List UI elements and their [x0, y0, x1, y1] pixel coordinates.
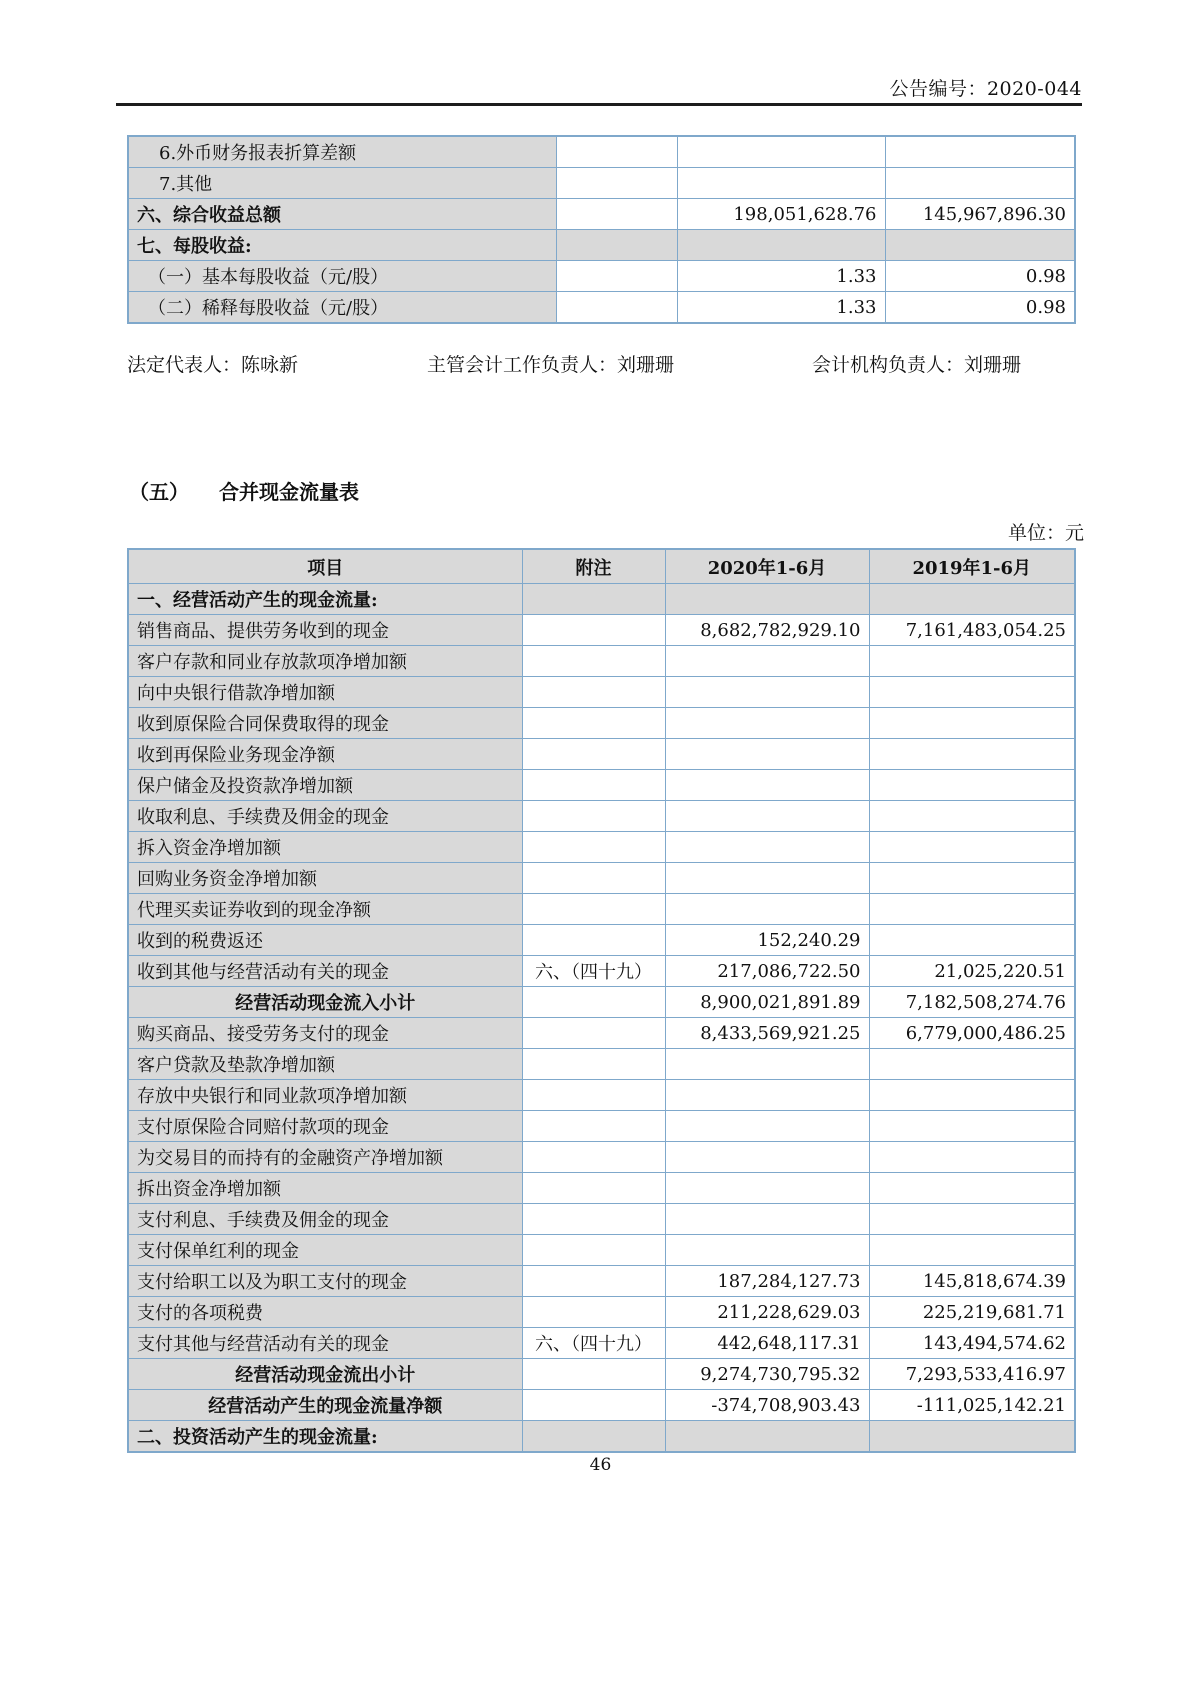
value-2019-cell — [869, 894, 1075, 925]
value-2019-cell — [869, 739, 1075, 770]
value-2020-cell: 1.33 — [677, 261, 885, 292]
value-2019-cell: 6,779,000,486.25 — [869, 1018, 1075, 1049]
note-cell — [522, 584, 665, 615]
table-row — [128, 261, 1075, 292]
cashflow-table — [127, 548, 1076, 1453]
value-2020-cell — [665, 677, 869, 708]
value-2019-cell — [869, 1235, 1075, 1266]
value-2019-cell — [869, 1049, 1075, 1080]
note-cell — [522, 1204, 665, 1235]
announcement-number: 公告编号：2020-044 — [889, 78, 1082, 100]
income-statement-table — [127, 135, 1076, 324]
note-cell — [522, 646, 665, 677]
col-header-2019: 2019年1-6月 — [869, 549, 1075, 584]
value-2020-cell: 211,228,629.03 — [665, 1297, 869, 1328]
item-label-cell: 支付其他与经营活动有关的现金 — [128, 1328, 522, 1359]
item-label-cell: 6.外币财务报表折算差额 — [128, 136, 556, 168]
table-row — [128, 1111, 1075, 1142]
value-2020-cell — [665, 770, 869, 801]
value-2020-cell — [677, 230, 885, 261]
table-row — [128, 801, 1075, 832]
value-2019-cell — [869, 1173, 1075, 1204]
table-row — [128, 1080, 1075, 1111]
table-row — [128, 1421, 1075, 1453]
value-2019-cell — [869, 708, 1075, 739]
table-row — [128, 677, 1075, 708]
table-row — [128, 1359, 1075, 1390]
item-label-cell: 收取利息、手续费及佣金的现金 — [128, 801, 522, 832]
value-2019-cell: 225,219,681.71 — [869, 1297, 1075, 1328]
table-row — [128, 230, 1075, 261]
item-label-cell: （二）稀释每股收益（元/股） — [128, 292, 556, 324]
value-2020-cell — [665, 1049, 869, 1080]
table-row — [128, 925, 1075, 956]
value-2020-cell: 8,433,569,921.25 — [665, 1018, 869, 1049]
note-cell — [556, 168, 677, 199]
value-2020-cell: 152,240.29 — [665, 925, 869, 956]
value-2019-cell: 145,818,674.39 — [869, 1266, 1075, 1297]
unit-label: 单位：元 — [1007, 522, 1084, 544]
value-2020-cell — [677, 168, 885, 199]
value-2019-cell: 0.98 — [885, 292, 1075, 324]
table-row — [128, 863, 1075, 894]
value-2019-cell: -111,025,142.21 — [869, 1390, 1075, 1421]
value-2020-cell — [677, 136, 885, 168]
item-label-cell: 客户贷款及垫款净增加额 — [128, 1049, 522, 1080]
value-2020-cell — [665, 1111, 869, 1142]
value-2019-cell: 145,967,896.30 — [885, 199, 1075, 230]
item-label-cell: 回购业务资金净增加额 — [128, 863, 522, 894]
value-2019-cell — [869, 646, 1075, 677]
table-row — [128, 1173, 1075, 1204]
table-row — [128, 584, 1075, 615]
value-2020-cell — [665, 801, 869, 832]
item-label-cell: 拆入资金净增加额 — [128, 832, 522, 863]
value-2019-cell: 0.98 — [885, 261, 1075, 292]
value-2020-cell: -374,708,903.43 — [665, 1390, 869, 1421]
item-label-cell: 收到再保险业务现金净额 — [128, 739, 522, 770]
signatories-row — [127, 350, 1074, 378]
note-cell — [522, 1390, 665, 1421]
table-row — [128, 987, 1075, 1018]
value-2019-cell — [869, 832, 1075, 863]
value-2019-cell — [869, 1080, 1075, 1111]
table-row — [128, 615, 1075, 646]
table-row — [128, 708, 1075, 739]
note-cell — [556, 292, 677, 324]
table-row — [128, 136, 1075, 168]
item-label-cell: 拆出资金净增加额 — [128, 1173, 522, 1204]
table-row — [128, 168, 1075, 199]
note-cell: 六、（四十九） — [522, 1328, 665, 1359]
table-row — [128, 199, 1075, 230]
value-2019-cell — [869, 1142, 1075, 1173]
table-row — [128, 292, 1075, 324]
item-label-cell: 收到的税费返还 — [128, 925, 522, 956]
value-2020-cell: 9,274,730,795.32 — [665, 1359, 869, 1390]
item-label-cell: 六、综合收益总额 — [128, 199, 556, 230]
value-2020-cell — [665, 1142, 869, 1173]
value-2020-cell: 8,682,782,929.10 — [665, 615, 869, 646]
table-row — [128, 894, 1075, 925]
value-2020-cell — [665, 863, 869, 894]
value-2020-cell — [665, 1235, 869, 1266]
section-title — [129, 476, 359, 505]
value-2019-cell: 21,025,220.51 — [869, 956, 1075, 987]
value-2020-cell: 198,051,628.76 — [677, 199, 885, 230]
col-header-note: 附注 — [522, 549, 665, 584]
item-label-cell: 收到其他与经营活动有关的现金 — [128, 956, 522, 987]
table-row — [128, 1142, 1075, 1173]
note-cell — [522, 1080, 665, 1111]
page-number: 46 — [589, 1455, 612, 1475]
value-2019-cell: 7,182,508,274.76 — [869, 987, 1075, 1018]
value-2019-cell — [869, 1111, 1075, 1142]
item-label-cell: 经营活动现金流入小计 — [128, 987, 522, 1018]
note-cell — [556, 261, 677, 292]
section-number: （五） — [129, 480, 189, 504]
table-row — [128, 1328, 1075, 1359]
note-cell — [522, 1111, 665, 1142]
value-2019-cell — [869, 677, 1075, 708]
note-cell — [522, 987, 665, 1018]
item-label-cell: 经营活动现金流出小计 — [128, 1359, 522, 1390]
value-2019-cell: 7,161,483,054.25 — [869, 615, 1075, 646]
note-cell — [522, 801, 665, 832]
note-cell — [522, 1421, 665, 1453]
item-label-cell: 保户储金及投资款净增加额 — [128, 770, 522, 801]
chief-accounting-officer-label: 主管会计工作负责人：刘珊珊 — [427, 354, 675, 376]
table-row — [128, 739, 1075, 770]
cashflow-header-row — [128, 549, 1075, 584]
note-cell — [522, 894, 665, 925]
table-row — [128, 770, 1075, 801]
value-2019-cell — [885, 136, 1075, 168]
value-2020-cell: 187,284,127.73 — [665, 1266, 869, 1297]
value-2019-cell — [885, 168, 1075, 199]
table-row — [128, 1390, 1075, 1421]
item-label-cell: 七、每股收益: — [128, 230, 556, 261]
note-cell: 六、（四十九） — [522, 956, 665, 987]
table-row — [128, 1049, 1075, 1080]
value-2020-cell — [665, 739, 869, 770]
section-name: 合并现金流量表 — [219, 480, 359, 504]
note-cell — [556, 230, 677, 261]
note-cell — [522, 1359, 665, 1390]
value-2019-cell: 143,494,574.62 — [869, 1328, 1075, 1359]
item-label-cell: （一）基本每股收益（元/股） — [128, 261, 556, 292]
item-label-cell: 支付利息、手续费及佣金的现金 — [128, 1204, 522, 1235]
value-2020-cell: 442,648,117.31 — [665, 1328, 869, 1359]
note-cell — [522, 739, 665, 770]
item-label-cell: 支付保单红利的现金 — [128, 1235, 522, 1266]
note-cell — [556, 136, 677, 168]
item-label-cell: 销售商品、提供劳务收到的现金 — [128, 615, 522, 646]
value-2019-cell — [869, 1204, 1075, 1235]
table-row — [128, 956, 1075, 987]
table-row — [128, 1018, 1075, 1049]
col-header-item: 项目 — [128, 549, 522, 584]
note-cell — [522, 708, 665, 739]
table-row — [128, 1204, 1075, 1235]
value-2020-cell — [665, 708, 869, 739]
note-cell — [522, 925, 665, 956]
note-cell — [522, 615, 665, 646]
table-row — [128, 1297, 1075, 1328]
item-label-cell: 向中央银行借款净增加额 — [128, 677, 522, 708]
item-label-cell: 代理买卖证券收到的现金净额 — [128, 894, 522, 925]
table-row — [128, 1235, 1075, 1266]
value-2019-cell: 7,293,533,416.97 — [869, 1359, 1075, 1390]
note-cell — [522, 1297, 665, 1328]
value-2020-cell: 8,900,021,891.89 — [665, 987, 869, 1018]
value-2020-cell — [665, 1173, 869, 1204]
note-cell — [522, 863, 665, 894]
accounting-dept-head-label: 会计机构负责人：刘珊珊 — [812, 354, 1022, 376]
col-header-2020: 2020年1-6月 — [665, 549, 869, 584]
item-label-cell: 支付原保险合同赔付款项的现金 — [128, 1111, 522, 1142]
note-cell — [556, 199, 677, 230]
note-cell — [522, 677, 665, 708]
header-rule — [116, 103, 1082, 106]
note-cell — [522, 1266, 665, 1297]
value-2020-cell — [665, 646, 869, 677]
item-label-cell: 7.其他 — [128, 168, 556, 199]
item-label-cell: 客户存款和同业存放款项净增加额 — [128, 646, 522, 677]
value-2020-cell: 217,086,722.50 — [665, 956, 869, 987]
legal-representative-label: 法定代表人：陈咏新 — [127, 354, 299, 376]
value-2019-cell — [869, 1421, 1075, 1453]
item-label-cell: 经营活动产生的现金流量净额 — [128, 1390, 522, 1421]
value-2020-cell — [665, 584, 869, 615]
value-2020-cell — [665, 1080, 869, 1111]
note-cell — [522, 1018, 665, 1049]
item-label-cell: 收到原保险合同保费取得的现金 — [128, 708, 522, 739]
table-row — [128, 646, 1075, 677]
value-2020-cell — [665, 894, 869, 925]
value-2019-cell — [869, 863, 1075, 894]
value-2020-cell — [665, 1421, 869, 1453]
table-row — [128, 1266, 1075, 1297]
item-label-cell: 支付给职工以及为职工支付的现金 — [128, 1266, 522, 1297]
item-label-cell: 一、经营活动产生的现金流量: — [128, 584, 522, 615]
value-2020-cell: 1.33 — [677, 292, 885, 324]
item-label-cell: 为交易目的而持有的金融资产净增加额 — [128, 1142, 522, 1173]
table-row — [128, 832, 1075, 863]
note-cell — [522, 1173, 665, 1204]
value-2019-cell — [869, 801, 1075, 832]
item-label-cell: 购买商品、接受劳务支付的现金 — [128, 1018, 522, 1049]
note-cell — [522, 770, 665, 801]
item-label-cell: 存放中央银行和同业款项净增加额 — [128, 1080, 522, 1111]
item-label-cell: 二、投资活动产生的现金流量: — [128, 1421, 522, 1453]
value-2019-cell — [869, 925, 1075, 956]
value-2019-cell — [869, 770, 1075, 801]
note-cell — [522, 1142, 665, 1173]
value-2019-cell — [885, 230, 1075, 261]
value-2020-cell — [665, 1204, 869, 1235]
item-label-cell: 支付的各项税费 — [128, 1297, 522, 1328]
note-cell — [522, 1235, 665, 1266]
value-2019-cell — [869, 584, 1075, 615]
note-cell — [522, 1049, 665, 1080]
note-cell — [522, 832, 665, 863]
value-2020-cell — [665, 832, 869, 863]
